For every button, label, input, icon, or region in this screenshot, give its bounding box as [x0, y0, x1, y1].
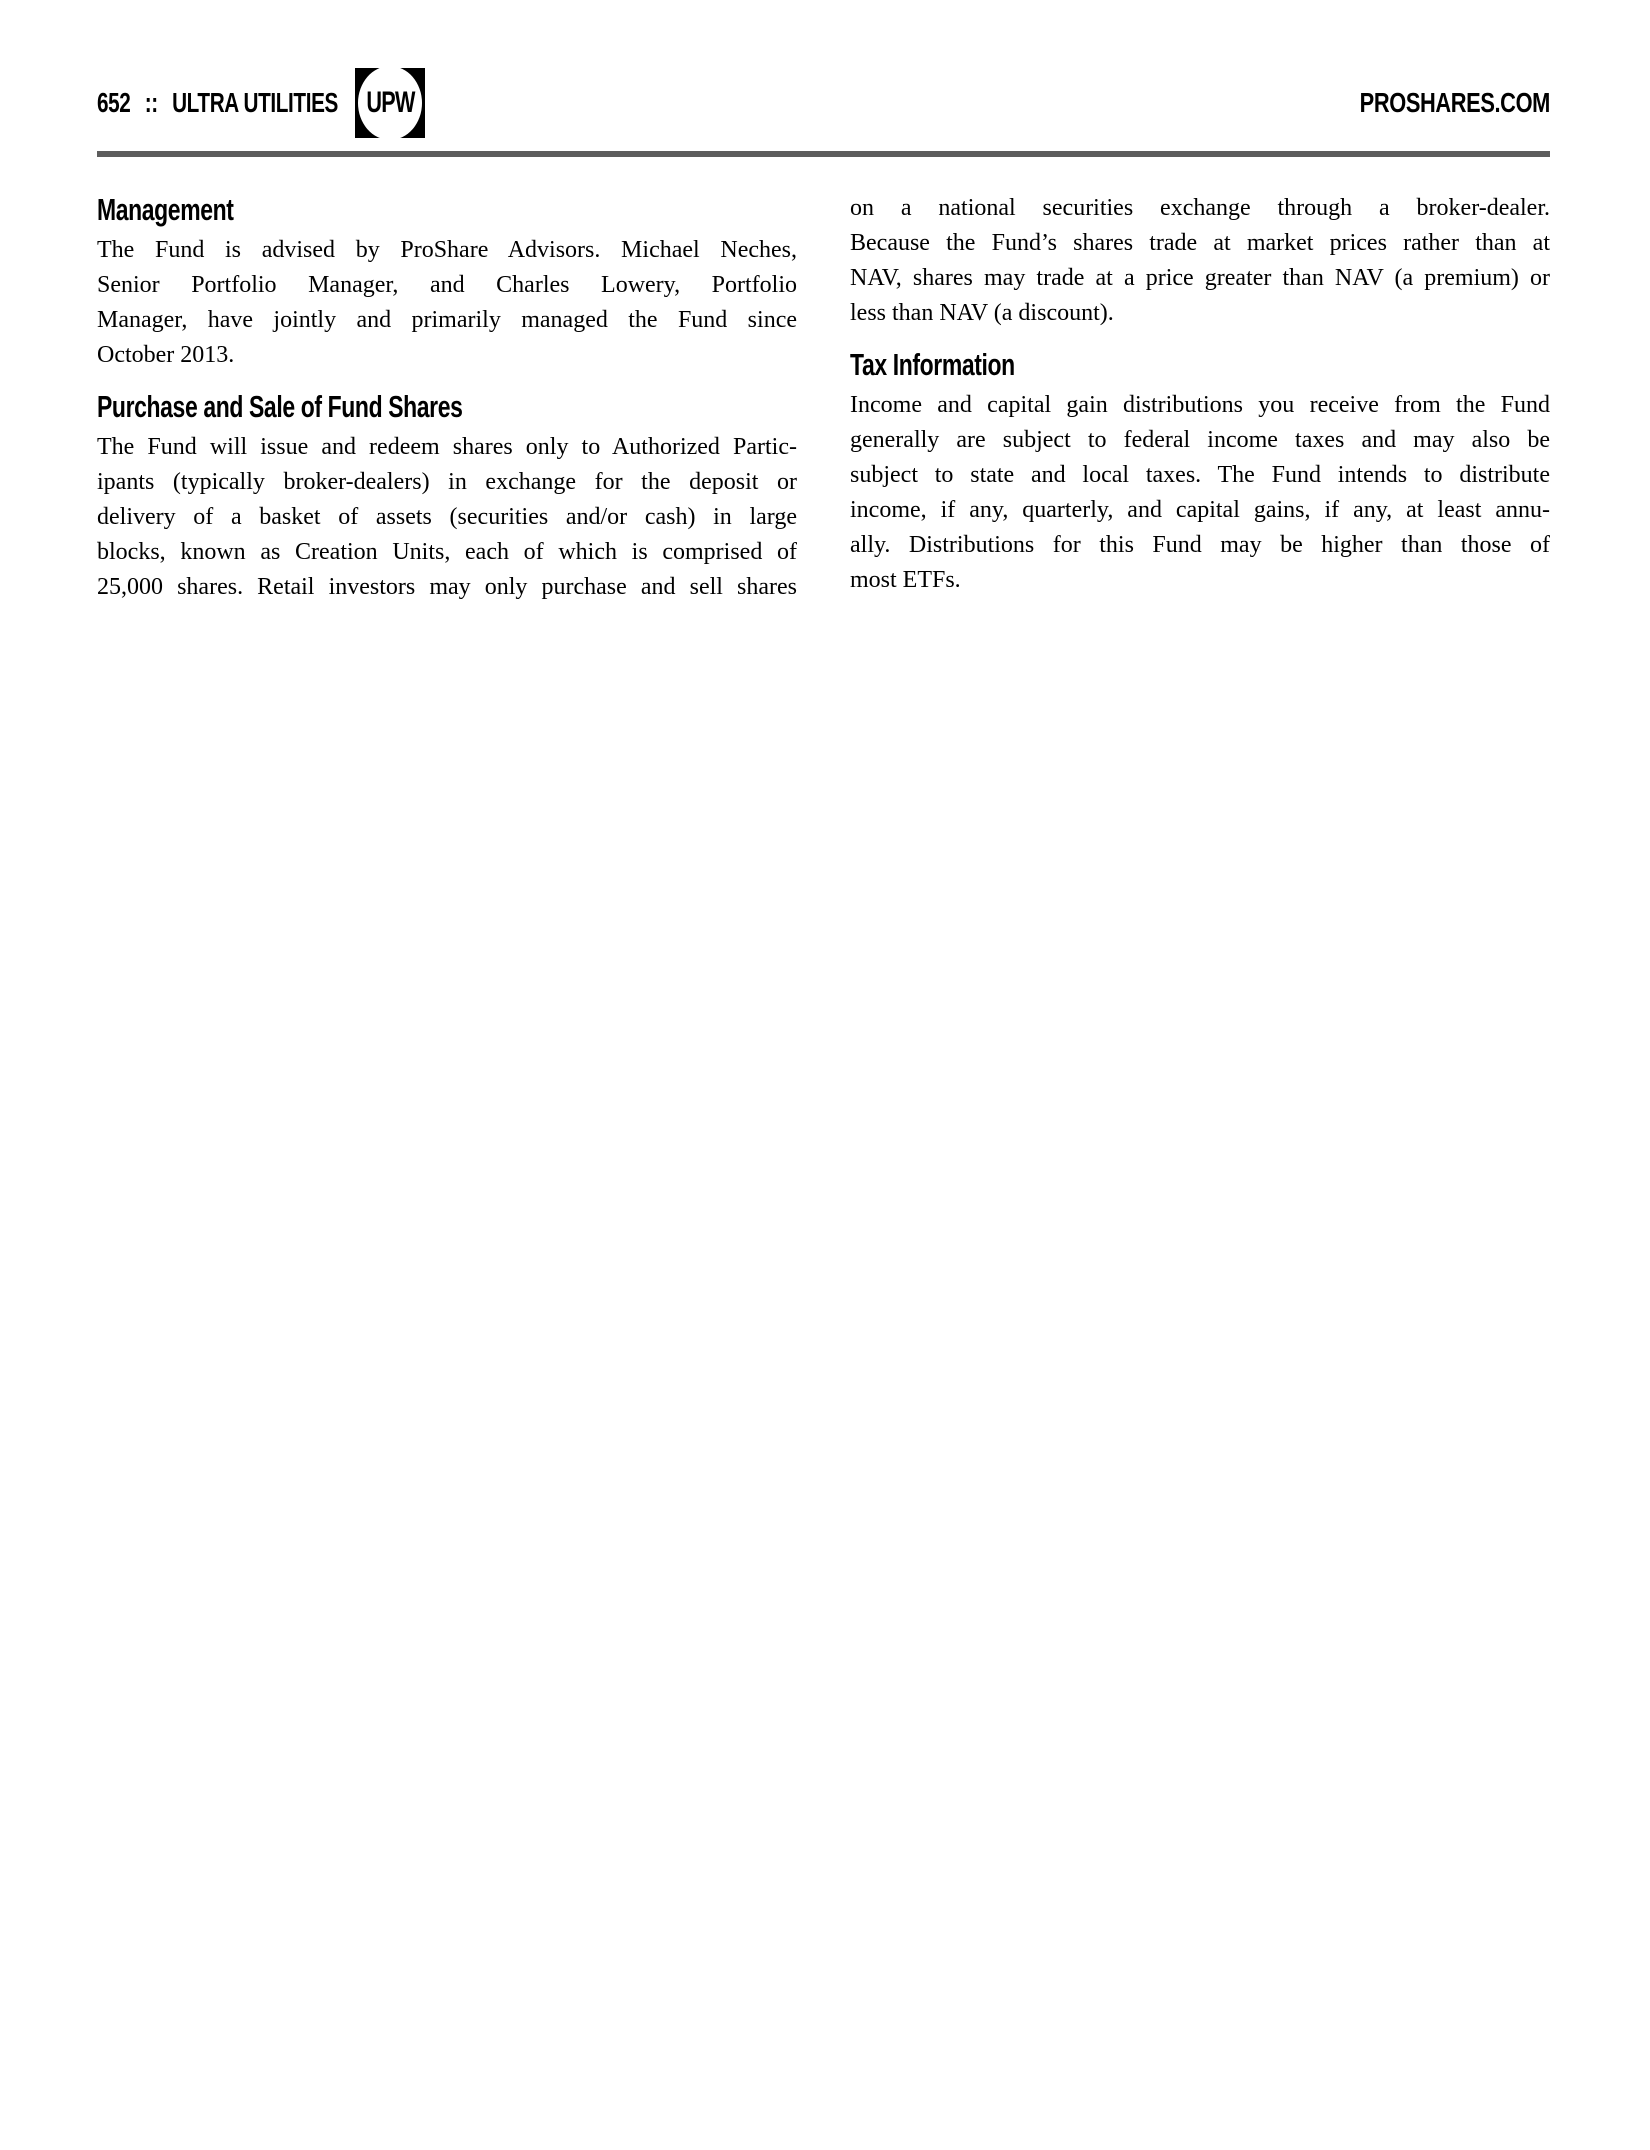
text-line: blocks, known as Creation Units, each of which is comprised of	[97, 539, 797, 565]
fund-logo-circle	[358, 66, 422, 140]
text-line: generally are subject to federal income taxes and may also be	[850, 427, 1550, 453]
page-number: 652	[97, 87, 131, 118]
text-line: NAV, shares may trade at a price greater than NAV (a premium) or	[850, 265, 1550, 291]
header-title-text	[97, 87, 338, 119]
column-right	[850, 191, 1550, 605]
text-columns	[97, 191, 1550, 605]
fund-logo	[355, 68, 425, 138]
section-heading-text: Management	[97, 192, 234, 227]
section-heading-text: Tax Information	[850, 347, 1015, 382]
header-website-text: PROSHARES.COM	[1359, 87, 1550, 118]
text-line: Because the Fund’s shares trade at market prices rather than at	[850, 230, 1550, 256]
section-heading	[97, 191, 797, 229]
section-heading-text: Purchase and Sale of Fund Shares	[97, 389, 463, 424]
header-rule	[97, 151, 1550, 157]
column-left	[97, 191, 797, 605]
text-line: less than NAV (a discount).	[850, 300, 1114, 326]
header-website	[1306, 68, 1550, 138]
text-line: ally. Distributions for this Fund may be higher than those of	[850, 532, 1550, 558]
text-line: delivery of a basket of assets (securities and/or cash) in large	[97, 504, 797, 530]
text-section	[97, 388, 797, 605]
text-section	[97, 191, 797, 373]
fund-ticker: UPW	[365, 86, 415, 119]
header-separator: ::	[144, 87, 158, 118]
section-heading	[97, 388, 797, 426]
text-line: October 2013.	[97, 342, 235, 368]
text-line: Senior Portfolio Manager, and Charles Lowery, Portfolio	[97, 272, 797, 298]
text-line: Manager, have jointly and primarily managed the Fund since	[97, 307, 797, 333]
text-line: subject to state and local taxes. The Fund intends to distribute	[850, 462, 1550, 488]
text-line: income, if any, quarterly, and capital gains, if any, at least annu-	[850, 497, 1550, 523]
text-section	[850, 346, 1550, 598]
text-line: most ETFs.	[850, 567, 961, 593]
text-line: The Fund is advised by ProShare Advisors. Michael Neches,	[97, 237, 797, 263]
text-section	[850, 191, 1550, 331]
text-line: The Fund will issue and redeem shares only to Authorized Partic-	[97, 434, 797, 460]
text-line: ipants (typically broker-dealers) in exchange for the deposit or	[97, 469, 797, 495]
text-line: Income and capital gain distributions you receive from the Fund	[850, 392, 1550, 418]
text-line: 25,000 shares. Retail investors may only purchase and sell shares	[97, 574, 797, 600]
text-line: on a national securities exchange through a broker-dealer.	[850, 195, 1550, 221]
section-heading	[850, 346, 1550, 384]
fund-name: ULTRA UTILITIES	[172, 87, 339, 118]
page-header	[97, 68, 1550, 138]
